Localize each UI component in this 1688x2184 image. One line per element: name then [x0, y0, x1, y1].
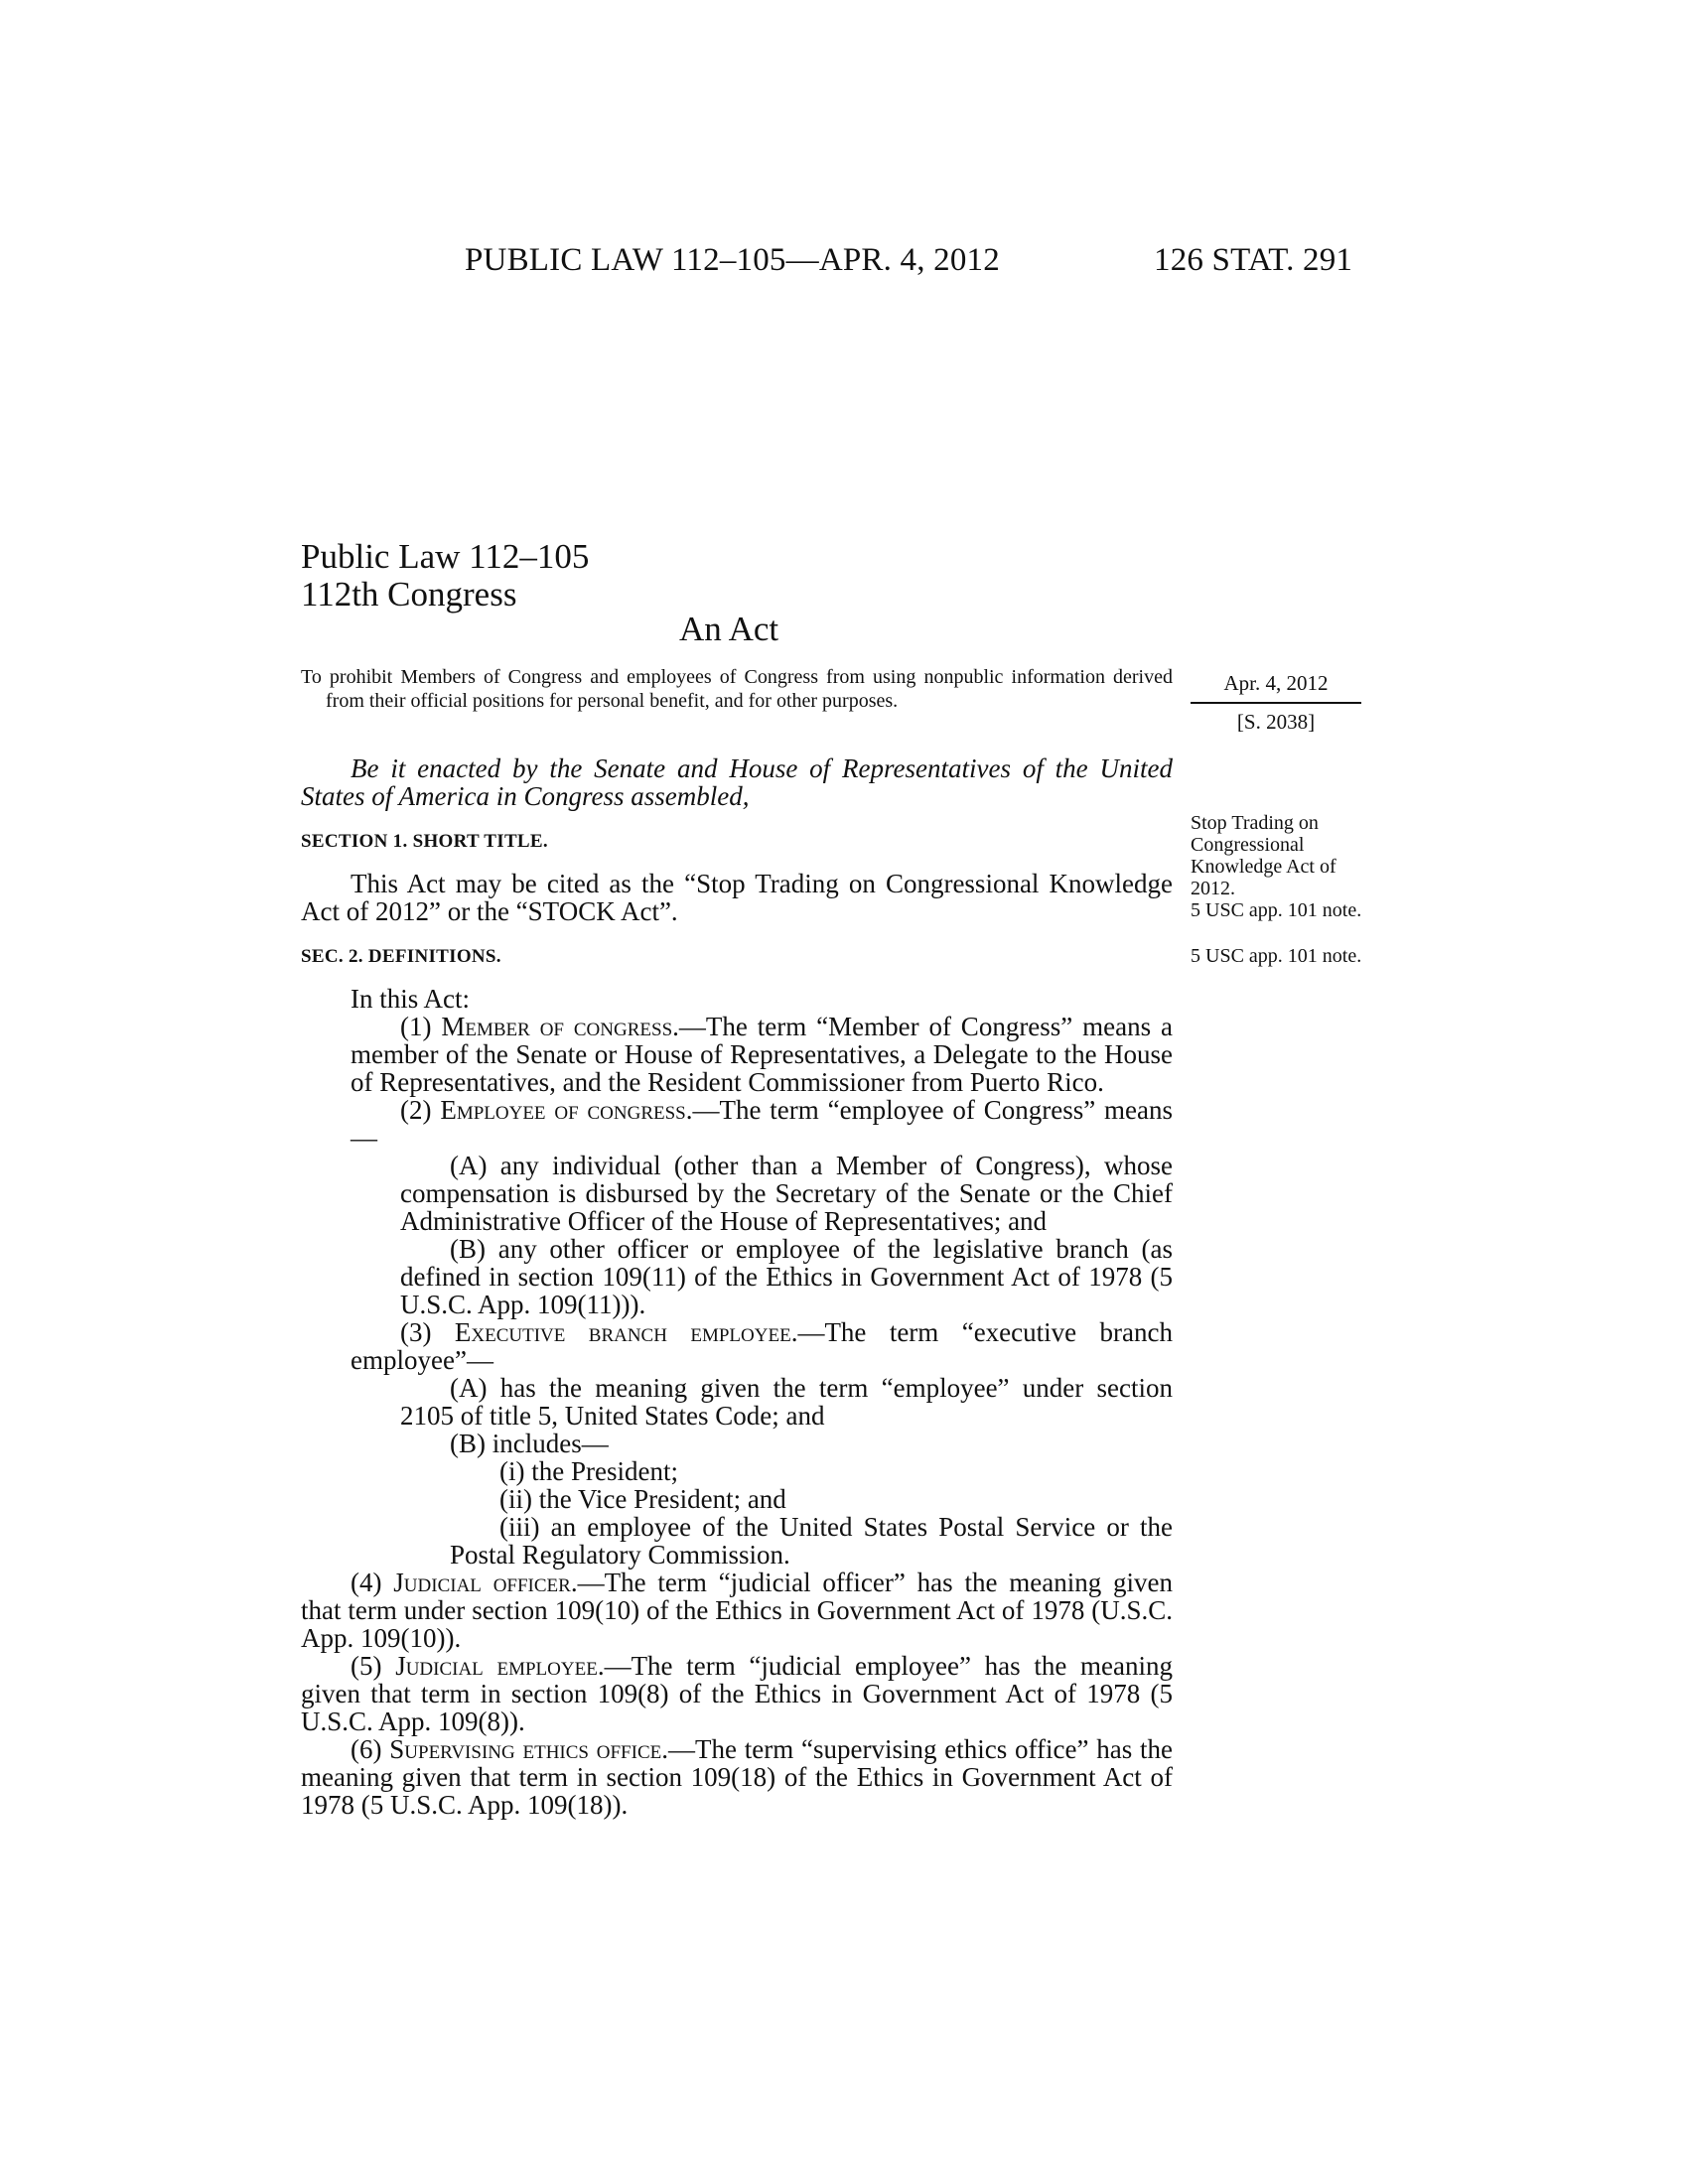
definition-3-b: (B) includes— [450, 1429, 609, 1458]
date-divider [1191, 702, 1361, 704]
definition-3-b-i: (i) the President; [499, 1456, 678, 1486]
act-heading: An Act [679, 610, 779, 648]
definition-3-text: .—The term “executive branch employee”— [351, 1317, 1173, 1375]
definition-3 [301, 1318, 1173, 1374]
definition-2 [301, 1096, 1173, 1152]
definition-2-text: .—The term “employee of Congress” means— [351, 1095, 1174, 1153]
definition-1 [301, 1013, 1173, 1096]
definition-2-b: (B) any other officer or employee of the legislative branch (as defined in section 109(11) of the Ethics in Government Act of 1978 (5 U.S.C. App. 109(11))). [400, 1234, 1173, 1319]
definition-6 [301, 1735, 1173, 1819]
statute-body [301, 754, 1173, 1819]
margin-note-short-title [1191, 812, 1379, 921]
definition-5 [301, 1652, 1173, 1735]
definition-6-text: .—The term “supervising ethics office” has the meaning given that term in section 109(18) of the Ethics in Government Act of 1978 (5 U.S.C. App. 109(18)). [301, 1734, 1173, 1820]
definition-2-a: (A) any individual (other than a Member of Congress), whose compensation is disbursed by the Secretary of the Senate or the Chief Administrative Officer of the House of Representatives; and [400, 1151, 1173, 1236]
definition-5-text: .—The term “judicial employee” has the meaning given that term in section 109(8) of the Ethics in Government Act of 1978 (5 U.S.C. App. 109(8)). [301, 1651, 1173, 1736]
section-2-heading: SEC. 2. DEFINITIONS. [301, 946, 501, 967]
law-number: Public Law 112–105 [301, 537, 590, 576]
margin-note-usc-1: 5 USC app. 101 note. [1191, 899, 1362, 921]
section-2-intro: In this Act: [351, 984, 470, 1014]
definition-4-term: Judicial officer [393, 1568, 571, 1597]
definition-6-term: Supervising ethics office [389, 1734, 662, 1764]
running-header-page: 126 STAT. 291 [1154, 242, 1353, 278]
running-header-title: PUBLIC LAW 112–105—APR. 4, 2012 [465, 242, 1000, 278]
definition-3-term: Executive branch employee [454, 1317, 791, 1347]
definition-1-number: (1) [400, 1012, 432, 1041]
definition-1-text: .—The term “Member of Congress” means a member of the Senate or House of Representatives, a Delegate to the House of Representatives, and the Resident Commissioner from Puerto Rico. [351, 1012, 1174, 1097]
definition-5-term: Judicial employee [395, 1651, 598, 1681]
congress-number: 112th Congress [301, 575, 517, 614]
bill-number: [S. 2038] [1236, 710, 1316, 734]
definition-3-number: (3) [400, 1317, 432, 1347]
definition-4-text: .—The term “judicial officer” has the meaning given that term under section 109(10) of the Ethics in Government Act of 1978 (U.S.C. App. 109(10)). [301, 1568, 1173, 1653]
definition-4 [301, 1569, 1173, 1652]
definition-3-b-ii: (ii) the Vice President; and [499, 1484, 786, 1514]
definition-2-term: Employee of congress [440, 1095, 686, 1125]
margin-note-usc-2: 5 USC app. 101 note. [1191, 945, 1362, 967]
act-purpose: To prohibit Members of Congress and employees of Congress from using nonpublic information derived from their official positions for personal benefit, and for other purposes. [301, 666, 1173, 712]
enacting-clause: Be it enacted by the Senate and House of Representatives of the United States of America in Congress assembled, [301, 753, 1173, 811]
definition-4-number: (4) [351, 1568, 382, 1597]
enactment-date: Apr. 4, 2012 [1223, 671, 1329, 695]
definition-6-number: (6) [351, 1734, 382, 1764]
definition-1-term: Member of congress [441, 1012, 673, 1041]
definition-5-number: (5) [351, 1651, 382, 1681]
enactment-date-block [1191, 671, 1361, 735]
section-1-heading: SECTION 1. SHORT TITLE. [301, 831, 548, 852]
definition-2-number: (2) [400, 1095, 432, 1125]
definition-3-a: (A) has the meaning given the term “employee” under section 2105 of title 5, United States Code; and [400, 1373, 1173, 1431]
section-1-text: This Act may be cited as the “Stop Trading on Congressional Knowledge Act of 2012” or the “STOCK Act”. [301, 869, 1173, 926]
margin-note-short-title-text: Stop Trading on Congressional Knowledge Act of 2012. [1191, 812, 1336, 899]
definition-3-b-iii: (iii) an employee of the United States Postal Service or the Postal Regulatory Commission. [450, 1512, 1173, 1570]
